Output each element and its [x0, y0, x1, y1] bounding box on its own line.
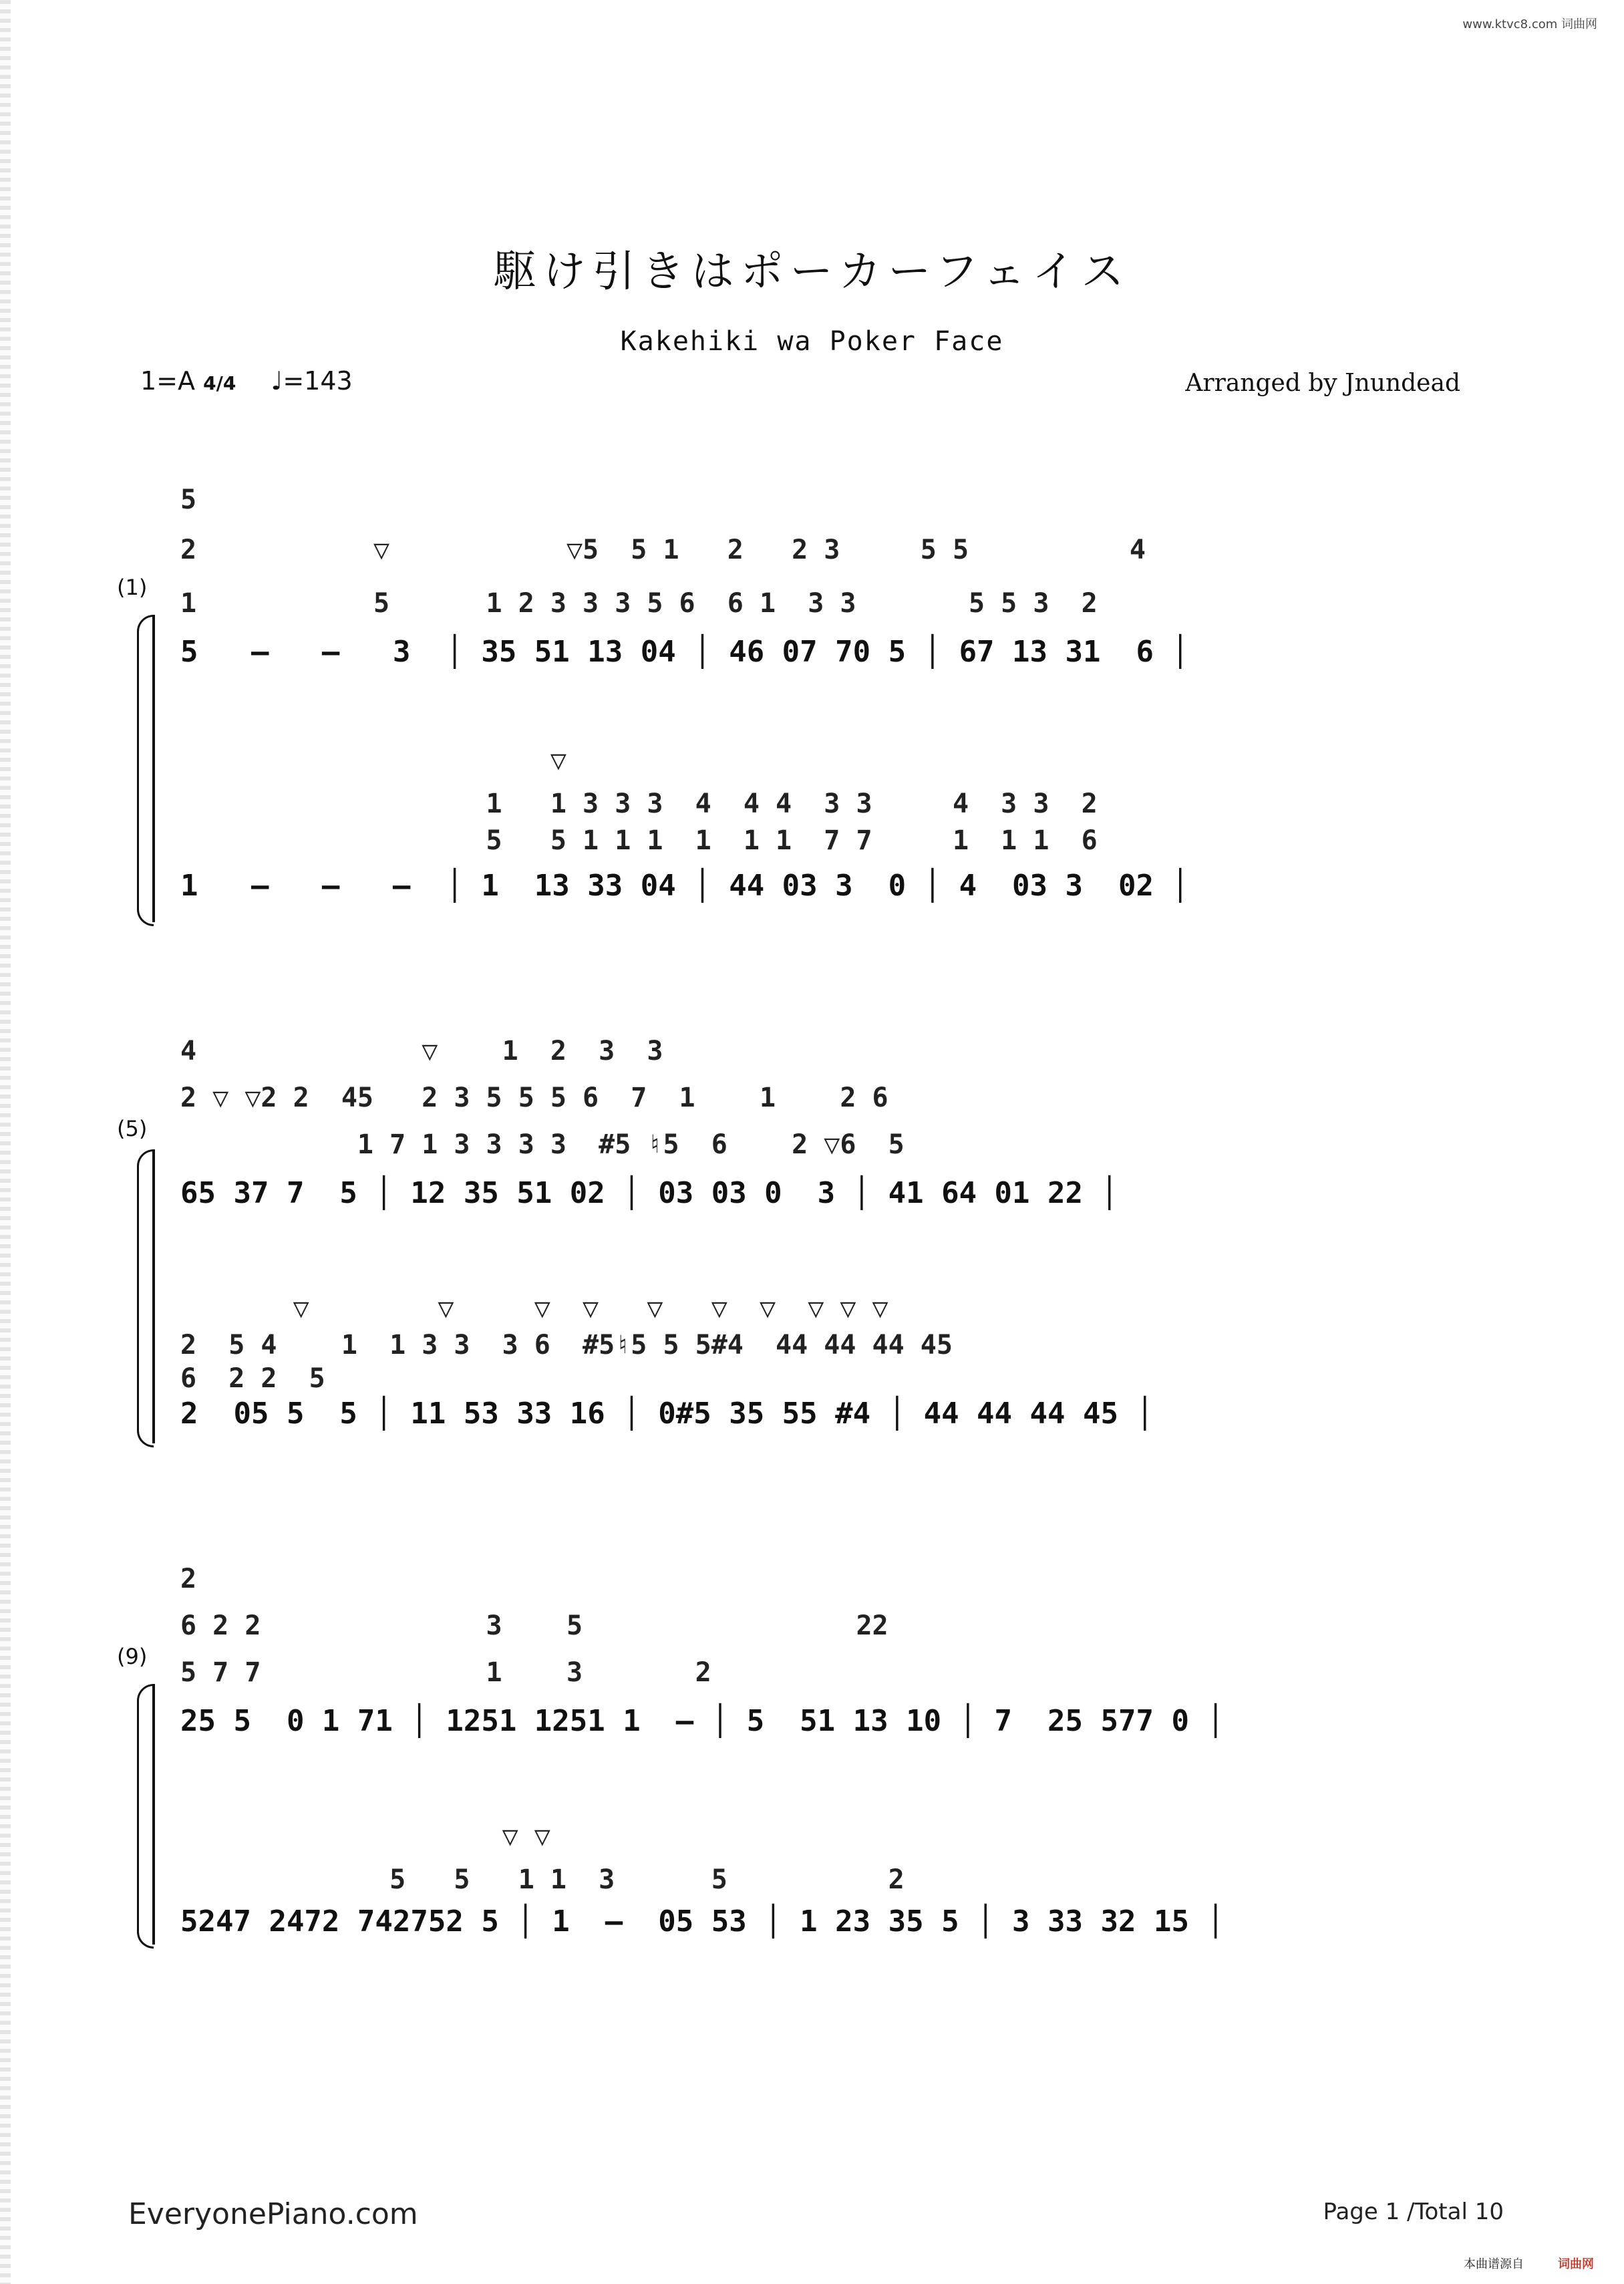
- rh-chord-row-2: 6 2 2 3 5 22: [180, 1610, 888, 1641]
- lh-chord-middle: 5 5 1 1 1 1 1 1 7 7 1 1 1 6: [180, 825, 1098, 856]
- rh-chord-row-1: 5 7 7 1 3 2: [180, 1657, 711, 1688]
- rh-chord-row-2: 2 ▽ ▽2 2 45 2 3 5 5 5 6 7 1 1 2 6: [180, 1083, 888, 1113]
- system-line: [152, 1684, 155, 1945]
- key-tempo-line: [140, 366, 353, 396]
- measure-number: (5): [117, 1116, 148, 1141]
- tempo-marking: ♩=143: [271, 366, 353, 396]
- lh-chord-row-1: 5 5 1 1 3 5 2: [180, 1864, 905, 1895]
- rh-chord-row-1: 1 7 1 3 3 3 3 #5 ♮5 6 2 ▽6 5: [180, 1129, 905, 1160]
- song-subtitle: Kakehiki wa Poker Face: [620, 326, 1004, 357]
- lh-chord-row-1: 1 1 3 3 3 4 4 4 3 3 4 3 3 2: [180, 789, 1098, 819]
- system-line: [152, 615, 155, 922]
- system-line: [152, 1149, 155, 1443]
- lh-bass-row: 5247 2472 742752 5 │ 1 – 05 53 │ 1 23 35 5 │ 3 33 32 15 │: [180, 1904, 1225, 1939]
- lh-chord-row-2: ▽: [180, 745, 566, 776]
- brace-icon: [137, 1684, 154, 1949]
- song-title: 駆け引きはポーカーフェイス: [493, 247, 1131, 297]
- lh-bass-row: 1 – – – │ 1 13 33 04 │ 44 03 3 0 │ 4 03 3 02 │: [180, 869, 1189, 903]
- source-url: www.ktvc8.com 词曲网: [1462, 17, 1597, 31]
- rh-chord-row-2: 2 ▽ ▽5 5 1 2 2 3 5 5 4: [180, 535, 1146, 565]
- lh-chord-row-2: ▽ ▽: [180, 1821, 550, 1852]
- rh-chord-row-3: 5: [180, 484, 1017, 515]
- key-signature: 1=A: [140, 366, 196, 396]
- arranger-credit: Arranged by Jnundead: [1185, 370, 1460, 397]
- rh-melody-row: 25 5 0 1 71 │ 1251 1251 1 – │ 5 51 13 10 │ 7 25 577 0 │: [180, 1704, 1225, 1738]
- site-credit: EveryonePiano.com: [128, 2197, 418, 2231]
- lh-chord-middle: 6 2 2 5: [180, 1363, 325, 1394]
- source-stamp: 本曲谱源自: [1464, 2257, 1524, 2271]
- brace-icon: [137, 1149, 154, 1447]
- lh-bass-row: 2 05 5 5 │ 11 53 33 16 │ 0#5 35 55 #4 │ 44 44 44 45 │: [180, 1397, 1154, 1431]
- source-stamp-brand: 词曲网: [1558, 2257, 1594, 2271]
- rh-melody-row: 5 – – 3 │ 35 51 13 04 │ 46 07 70 5 │ 67 13 31 6 │: [180, 635, 1189, 669]
- rh-chord-row-1: 1 5 1 2 3 3 3 5 6 6 1 3 3 5 5 3 2: [180, 588, 1098, 619]
- rh-chord-row-3: 2: [180, 1564, 197, 1594]
- measure-number: (9): [117, 1644, 148, 1669]
- page-indicator: Page 1 /Total 10: [1323, 2198, 1504, 2225]
- brace-icon: [137, 615, 154, 926]
- lh-chord-row-2: ▽ ▽ ▽ ▽ ▽ ▽ ▽ ▽ ▽ ▽: [180, 1293, 888, 1324]
- time-signature: 4/4: [203, 372, 236, 394]
- lh-chord-row-1: 2 5 4 1 1 3 3 3 6 #5♮5 5 5#4 44 44 44 45: [180, 1330, 953, 1361]
- measure-number: (1): [117, 575, 148, 600]
- rh-chord-row-3: 4 ▽ 1 2 3 3: [180, 1036, 663, 1066]
- rh-melody-row: 65 37 7 5 │ 12 35 51 02 │ 03 03 0 3 │ 41 64 01 22 │: [180, 1176, 1118, 1210]
